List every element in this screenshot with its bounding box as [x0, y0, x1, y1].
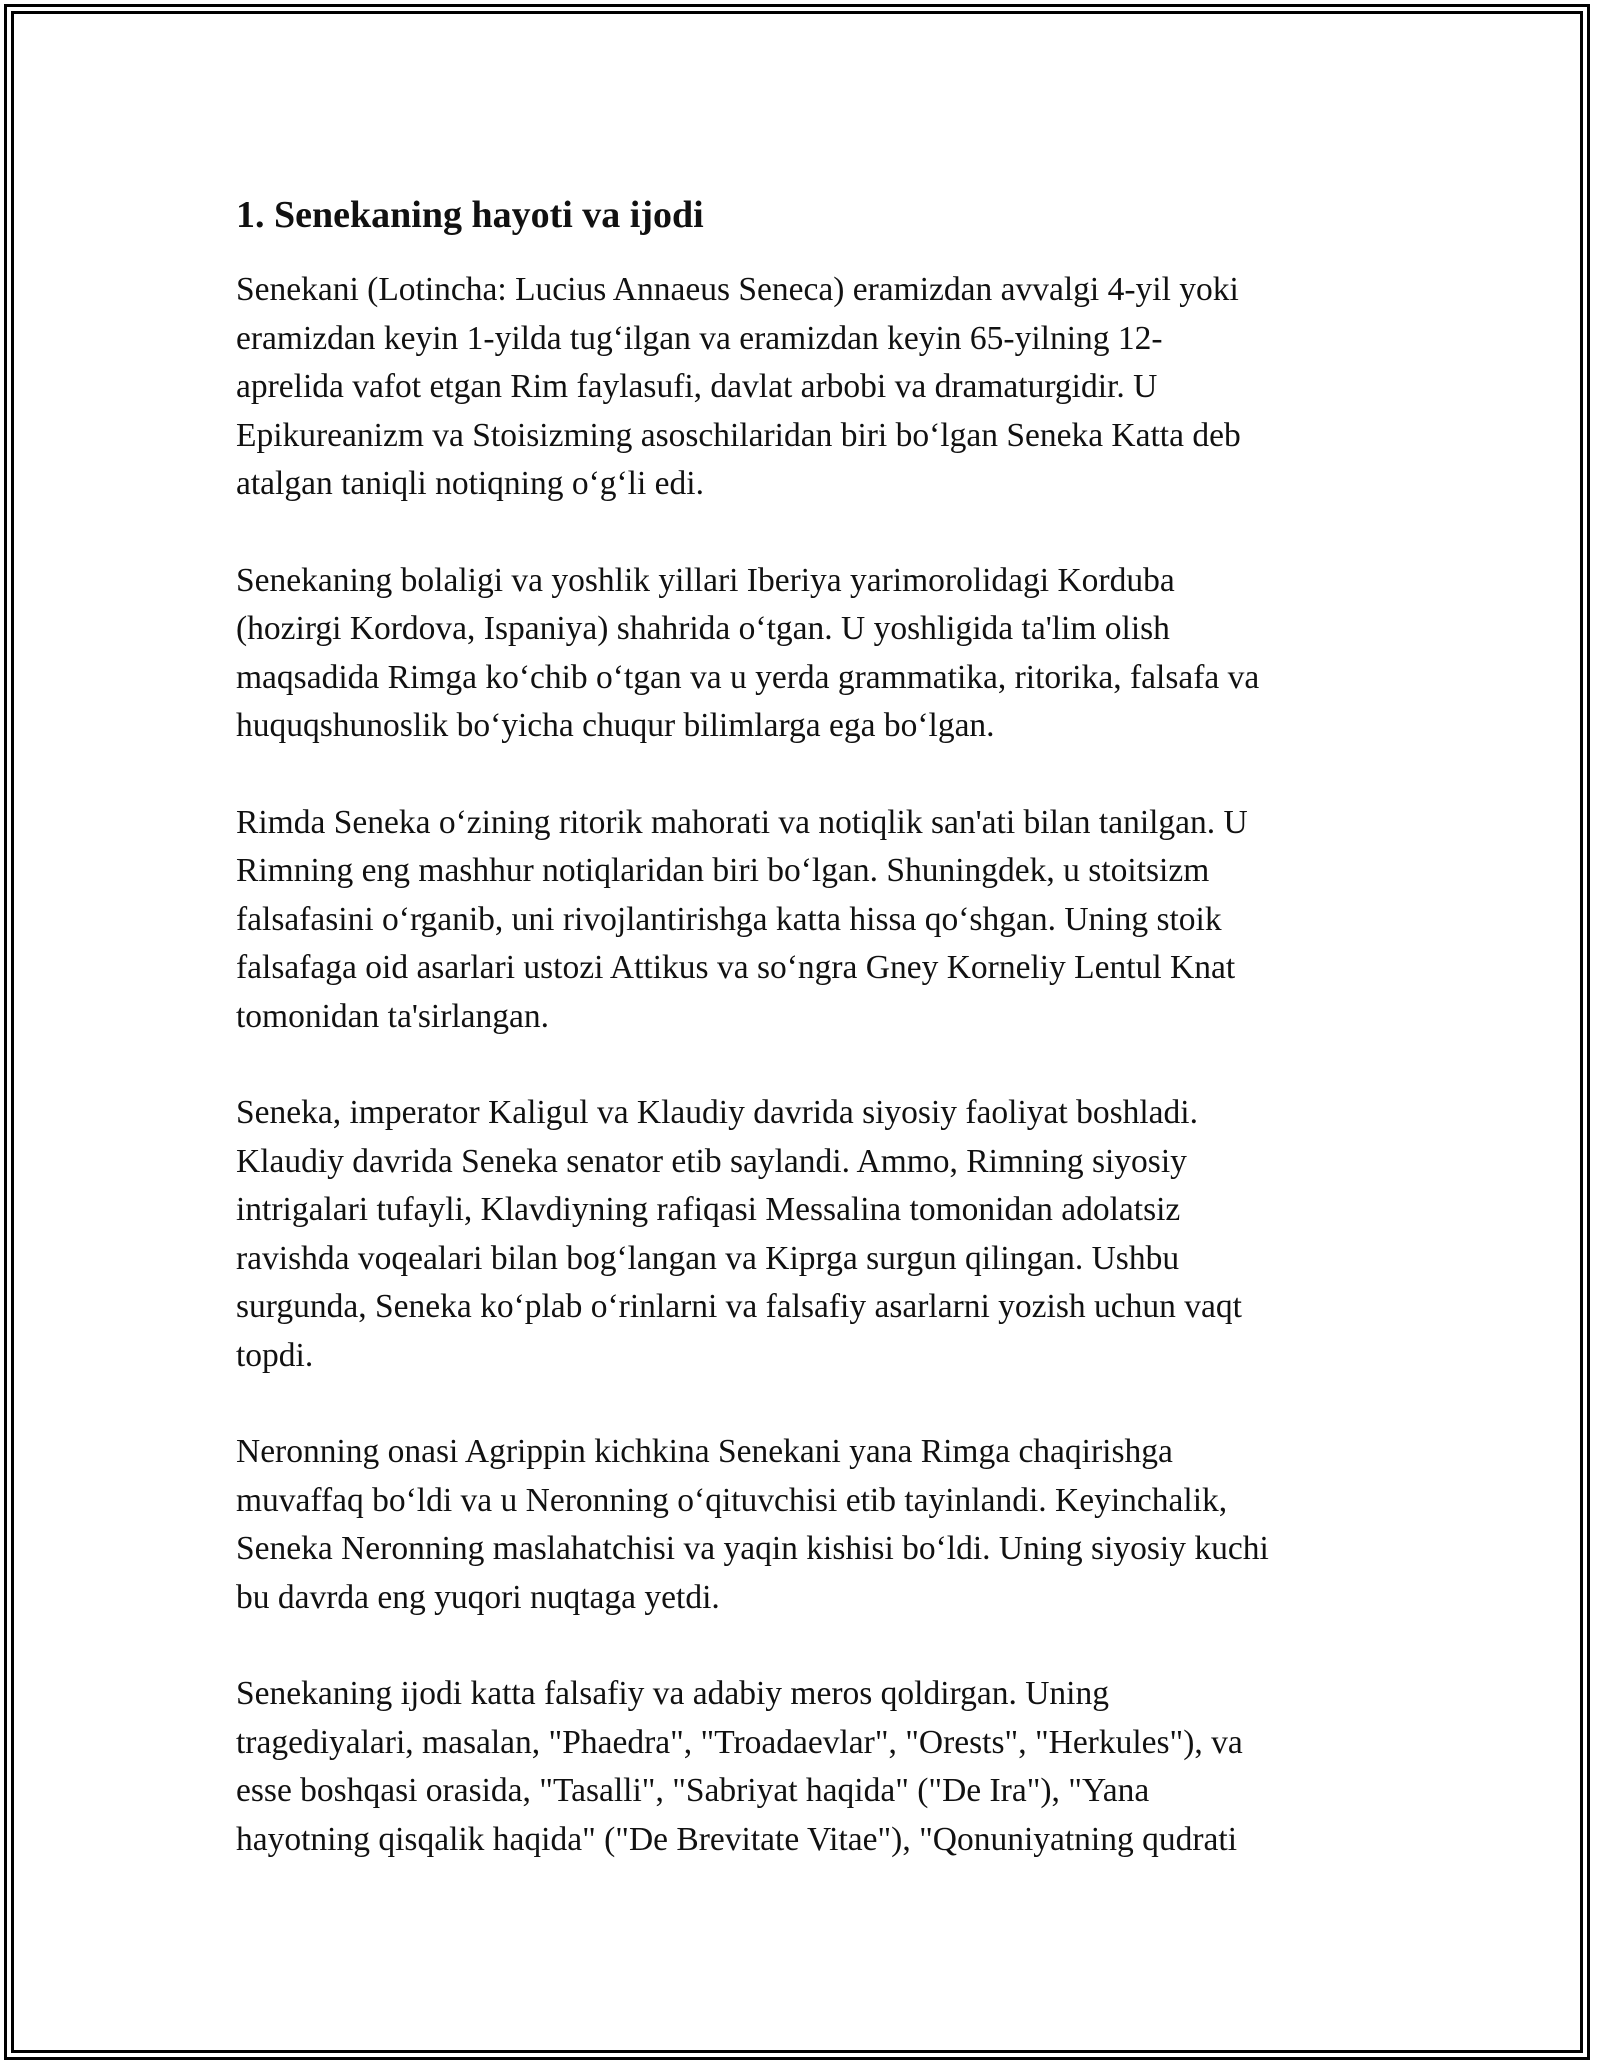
paragraph-biography-intro: Senekani (Lotincha: Lucius Annaeus Seneca) eramizdan avvalgi 4-yil yoki eramizdan keyin 1-yilda tug‘ilgan va eramizdan keyin 65-yilning 12- aprelida vafot etgan Rim faylasufi, davlat arbobi va dramaturgidir. U Epikureanizm va Stoisizming asoschilaridan biri bo‘lgan Seneka Katta deb atalgan taniqli notiqning o‘g‘li edi.	[236, 271, 1241, 502]
paragraph-literary-works: Senekaning ijodi katta falsafiy va adabiy meros qoldirgan. Uning tragediyalari, masalan, "Phaedra", "Troadaevlar", "Orests", "Herkules"), va esse boshqasi orasida, "Tasalli", "Sabriyat haqida" ("De Ira"), "Yana hayotning qisqalik haqida" ("De Brevitate Vitae"), "Qonuniyatning qudrati	[236, 1675, 1243, 1858]
paragraph-nero-tutor: Neronning onasi Agrippin kichkina Senekani yana Rimga chaqirishga muvaffaq bo‘ldi va u Neronning o‘qituvchisi etib tayinlandi. Keyinchalik, Seneka Neronning maslahatchisi va yaqin kishisi bo‘ldi. Uning siyosiy kuchi bu davrda eng yuqori nuqtaga yetdi.	[236, 1433, 1269, 1616]
paragraph-political-career: Seneka, imperator Kaligul va Klaudiy davrida siyosiy faoliyat boshladi. Klaudiy davrida Seneka senator etib saylandi. Ammo, Rimning siyosiy intrigalari tufayli, Klavdiyning rafiqasi Messalina tomonidan adolatsiz ravishda voqealari bilan bog‘langan va Kiprga surgun qilingan. Ushbu surgunda, Seneka ko‘plab o‘rinlarni va falsafiy asarlarni yozish uchun vaqt topdi.	[236, 1094, 1242, 1374]
paragraph-rome-oratory: Rimda Seneka o‘zining ritorik mahorati va notiqlik san'ati bilan tanilgan. U Rimning eng mashhur notiqlaridan biri bo‘lgan. Shuningdek, u stoitsizm falsafasini o‘rganib, uni rivojlantirishga katta hissa qo‘shgan. Uning stoik falsafaga oid asarlari ustozi Attikus va so‘ngra Gney Korneliy Lentul Knat tomonidan ta'sirlangan.	[236, 803, 1248, 1035]
paragraph-childhood: Senekaning bolaligi va yoshlik yillari Iberiya yarimorolidagi Korduba (hozirgi Kordova, Ispaniya) shahrida o‘tgan. U yoshligida ta'lim olish maqsadida Rimga ko‘chib o‘tgan va u yerda grammatika, ritorika, falsafa va huquqshunoslik bo‘yicha chuqur bilimlarga ega bo‘lgan.	[236, 561, 1260, 744]
document-body	[236, 188, 1386, 1912]
section-title: 1. Senekaning hayoti va ijodi	[236, 194, 704, 236]
